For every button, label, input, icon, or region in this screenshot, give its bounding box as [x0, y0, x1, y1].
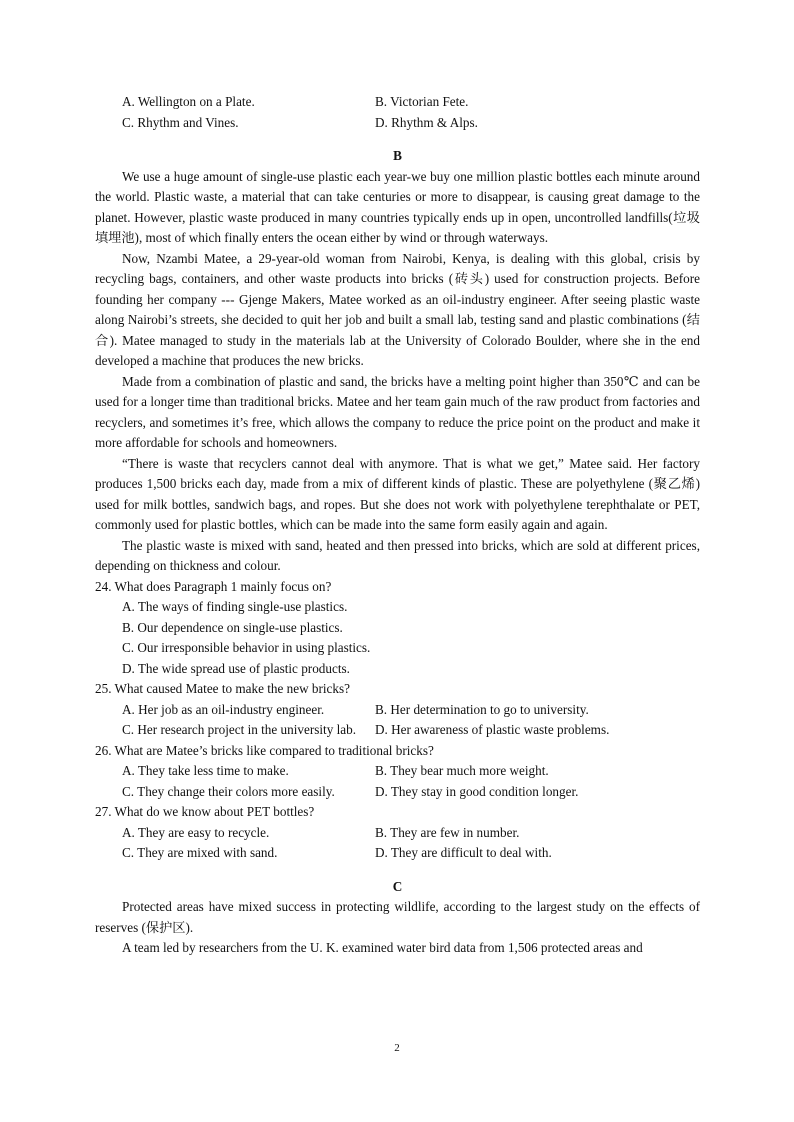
section-b-paragraph-4: “There is waste that recyclers cannot deal with anymore. That is what we get,” Matee said. Her factory produces 1,500 bricks each day, made from a mix of different kinds of plastic. These are polyethylene (聚乙烯) used for milk bottles, sandwich bags, and ropes. But she does not work with polyethylene terephthalate or PET, commonly used for plastic bottles, which can be made into the same form easily again and again. [95, 455, 700, 532]
question-25-option-c: C. Her research project in the university lab. [122, 722, 356, 737]
section-c-title: C [392, 878, 403, 894]
question-25-options-row-2 [95, 720, 700, 741]
question-27-options-row-1 [95, 823, 700, 844]
question-27-option-a: A. They are easy to recycle. [122, 824, 270, 840]
section-b-paragraph-3: Made from a combination of plastic and sand, the bricks have a melting point higher than 350℃ and can be used for a longer time than traditional bricks. Matee and her team gain much of the raw product from factories and recyclers, and sometimes it’s free, which allows the company to reduce the price point on the product and make it more affordable for schools and homeowners. [95, 373, 700, 450]
question-25-option-a: A. Her job as an oil-industry engineer. [122, 701, 325, 717]
section-b-paragraph-2: Now, Nzambi Matee, a 29-year-old woman from Nairobi, Kenya, is dealing with this global, crisis by recycling bags, containers, and other waste products into bricks (砖头) used for construction projects. Before founding her company --- Gjenge Makers, Matee worked as an oil-industry engineer. After seeing plastic waste along Nairobi’s streets, she decided to quit her job and built a small lab, testing sand and plastic combinations (结合). Matee managed to study in the materials lab at the University of Colorado Boulder, where she in the end developed a machine that produces the new bricks. [95, 250, 700, 368]
question-27-options-row-2 [95, 843, 700, 864]
question-24-option-c: C. Our irresponsible behavior in using plastics. [122, 640, 371, 655]
question-26-options-row-1 [95, 761, 700, 782]
document-page [95, 92, 700, 959]
section-c-paragraph-2: A team led by researchers from the U. K. examined water bird data from 1,506 protected areas and [122, 940, 643, 955]
question-27-stem: 27. What do we know about PET bottles? [95, 804, 315, 819]
question-26-option-c: C. They change their colors more easily. [122, 783, 335, 799]
question-24-option-d: D. The wide spread use of plastic products. [122, 660, 350, 676]
question-27-option-d: D. They are difficult to deal with. [375, 845, 552, 860]
question-25-option-d: D. Her awareness of plastic waste problems. [375, 722, 610, 737]
question-27-option-b: B. They are few in number. [375, 824, 520, 840]
question-26-option-a: A. They take less time to make. [122, 763, 289, 778]
section-b-paragraph-1: We use a huge amount of single-use plastic each year-we buy one million plastic bottles each minute around the world. Plastic waste, a material that can take centuries or more to disappear, is causing great damage to the planet. However, plastic waste produced in many countries typically ends up in open, uncontrolled landfills(垃圾填埋池), most of which finally enters the ocean either by wind or through waterways. [95, 168, 700, 245]
question-25-stem: 25. What caused Matee to make the new bricks? [95, 681, 350, 696]
question-24-stem: 24. What does Paragraph 1 mainly focus on? [95, 578, 332, 594]
prev-options-row-2 [95, 113, 700, 134]
question-26-option-b: B. They bear much more weight. [375, 763, 549, 778]
question-25-options-row-1 [95, 700, 700, 721]
page-number: 2 [394, 1042, 400, 1054]
question-24-option-a: A. The ways of finding single-use plastics. [122, 599, 348, 614]
prev-options-row-1 [95, 92, 700, 113]
section-b-title: B [393, 148, 402, 163]
prev-option-c: C. Rhythm and Vines. [122, 114, 239, 130]
question-25-option-b: B. Her determination to go to university. [375, 701, 589, 717]
question-24-option-b: B. Our dependence on single-use plastics. [122, 619, 343, 635]
question-26-option-d: D. They stay in good condition longer. [375, 783, 579, 799]
prev-option-a: A. Wellington on a Plate. [122, 94, 255, 109]
prev-option-b: B. Victorian Fete. [375, 94, 469, 109]
question-26-options-row-2 [95, 782, 700, 803]
section-c-paragraph-1: Protected areas have mixed success in protecting wildlife, according to the largest study on the effects of reserves (保护区). [95, 899, 700, 935]
section-b-paragraph-5: The plastic waste is mixed with sand, heated and then pressed into bricks, which are sold at different prices, depending on thickness and colour. [95, 537, 700, 573]
prev-option-d: D. Rhythm & Alps. [375, 114, 478, 130]
question-27-option-c: C. They are mixed with sand. [122, 845, 278, 860]
question-26-stem: 26. What are Matee’s bricks like compared to traditional bricks? [95, 742, 434, 758]
